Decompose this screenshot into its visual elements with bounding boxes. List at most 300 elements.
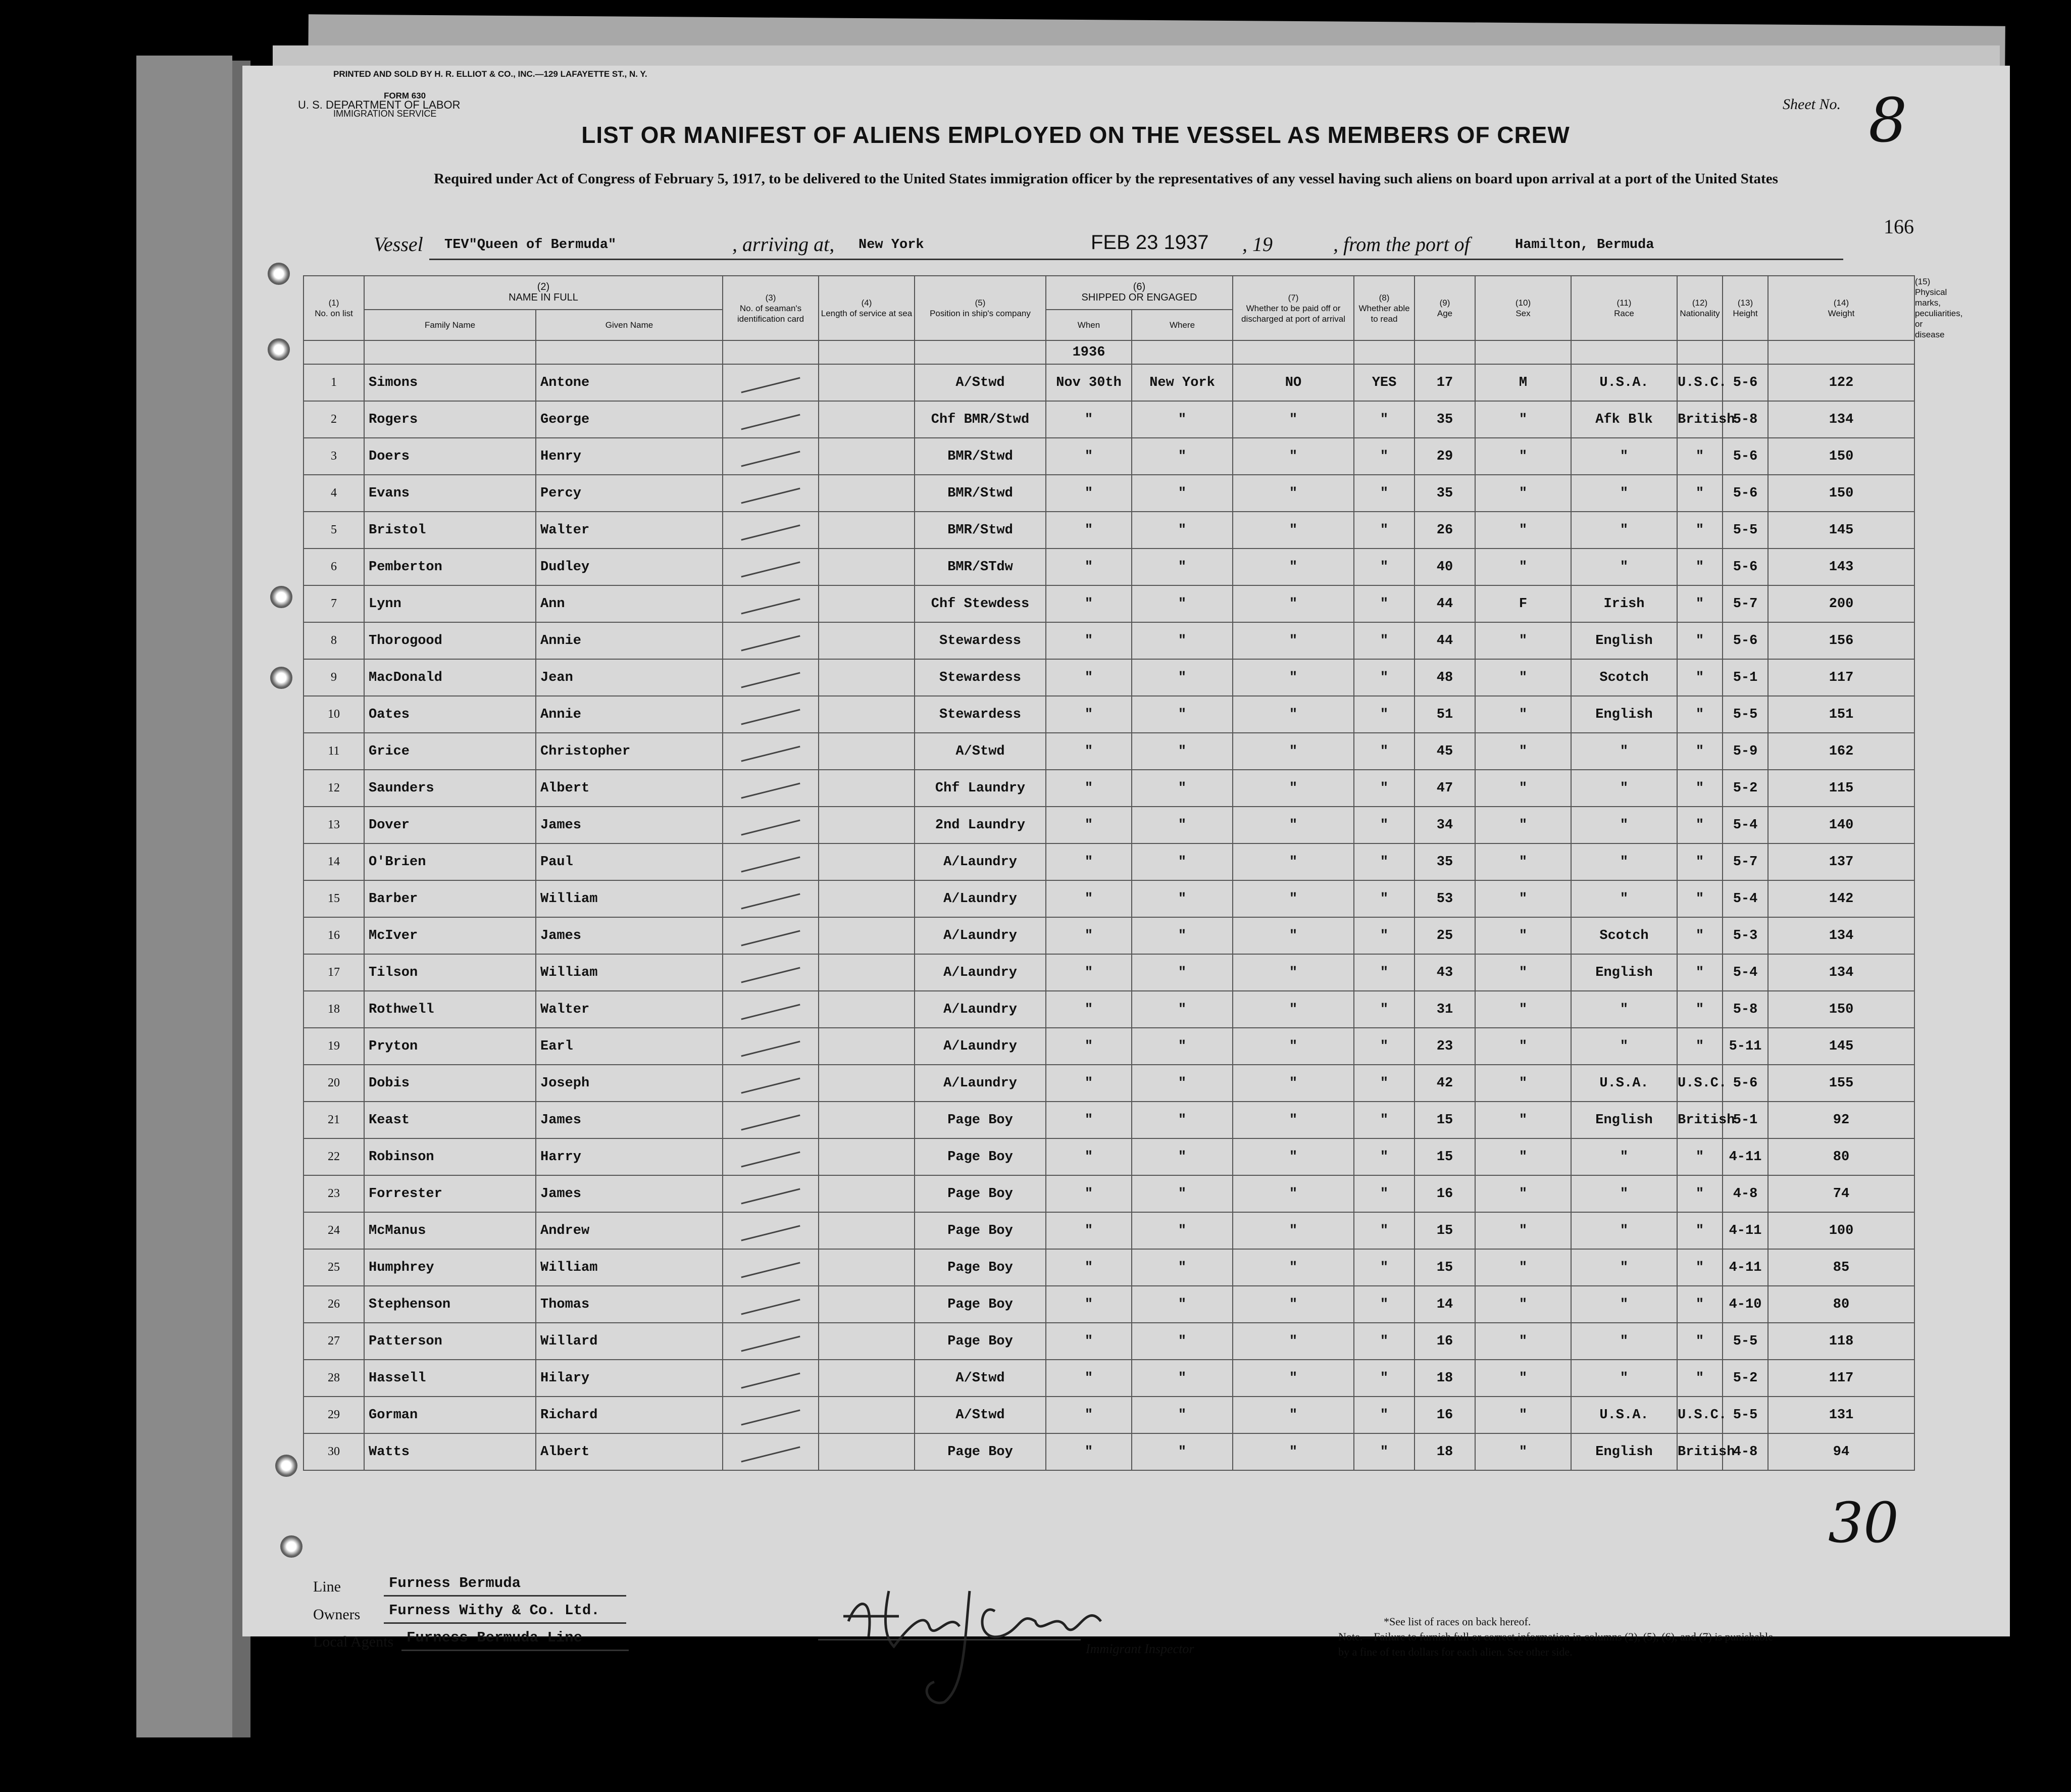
col-header-shipped <box>1046 276 1233 310</box>
shipped-when: " <box>1046 843 1132 880</box>
able-to-read: " <box>1354 1249 1415 1286</box>
sheet-number-label: Sheet No. <box>1783 96 1841 113</box>
given-name: Richard <box>536 1397 723 1433</box>
paid-off: " <box>1233 1212 1354 1249</box>
punch-hole <box>268 338 290 361</box>
shipped-where: " <box>1132 512 1233 549</box>
service-length <box>819 364 915 401</box>
line-label: Line <box>313 1578 341 1595</box>
position: Chf BMR/Stwd <box>915 401 1046 438</box>
table-row <box>304 1323 1914 1360</box>
nationality: " <box>1677 585 1723 622</box>
id-card-dash <box>741 1077 800 1093</box>
table-row <box>304 696 1914 733</box>
total-count: 30 <box>1828 1490 1899 1555</box>
printer-line: PRINTED AND SOLD BY H. R. ELLIOT & CO., INC.—129 LAFAYETTE ST., N. Y. <box>333 69 647 79</box>
shipped-where: " <box>1132 917 1233 954</box>
service-length <box>819 696 915 733</box>
able-to-read: " <box>1354 1028 1415 1065</box>
id-card <box>723 954 819 991</box>
id-card-dash <box>741 487 800 504</box>
table-row <box>304 1212 1914 1249</box>
shipped-where: " <box>1132 1433 1233 1470</box>
nationality: " <box>1677 512 1723 549</box>
shipped-when: " <box>1046 696 1132 733</box>
nationality: " <box>1677 659 1723 696</box>
age: 25 <box>1415 917 1475 954</box>
shipped-where: " <box>1132 1212 1233 1249</box>
family-name: Oates <box>364 696 536 733</box>
id-card-dash <box>741 856 800 872</box>
row-number: 6 <box>304 549 364 585</box>
family-name: Gorman <box>364 1397 536 1433</box>
able-to-read: " <box>1354 401 1415 438</box>
row-number: 5 <box>304 512 364 549</box>
col-header-weight <box>1768 276 1914 340</box>
sex: " <box>1475 659 1571 696</box>
id-card-dash <box>741 782 800 799</box>
given-name: William <box>536 1249 723 1286</box>
shipped-when: " <box>1046 1360 1132 1397</box>
nationality: U.S.C. <box>1677 364 1723 401</box>
row-number: 4 <box>304 475 364 512</box>
nationality: " <box>1677 549 1723 585</box>
height: 4-11 <box>1723 1249 1768 1286</box>
weight: 151 <box>1768 696 1914 733</box>
col-label: No. of seaman's identification card <box>737 303 804 324</box>
binding-strip <box>136 56 232 1737</box>
age: 18 <box>1415 1360 1475 1397</box>
family-name: Pryton <box>364 1028 536 1065</box>
family-name: Tilson <box>364 954 536 991</box>
race: U.S.A. <box>1571 364 1677 401</box>
weight: 80 <box>1768 1138 1914 1175</box>
line-rule <box>384 1595 626 1597</box>
paid-off: " <box>1233 954 1354 991</box>
col-num: (5) <box>975 298 986 308</box>
id-card <box>723 1323 819 1360</box>
table-row <box>304 843 1914 880</box>
position: Stewardess <box>915 696 1046 733</box>
age: 34 <box>1415 807 1475 843</box>
given-name: James <box>536 1102 723 1138</box>
sex: " <box>1475 770 1571 807</box>
position: 2nd Laundry <box>915 807 1046 843</box>
race: " <box>1571 1286 1677 1323</box>
family-name: Pemberton <box>364 549 536 585</box>
position: A/Stwd <box>915 364 1046 401</box>
table-row <box>304 1065 1914 1102</box>
nationality: British <box>1677 401 1723 438</box>
paid-off: " <box>1233 733 1354 770</box>
shipped-where: " <box>1132 1323 1233 1360</box>
inspector-rule <box>818 1639 1081 1640</box>
age: 47 <box>1415 770 1475 807</box>
race: English <box>1571 1102 1677 1138</box>
service-length <box>819 1212 915 1249</box>
service-length <box>819 585 915 622</box>
agents-value: Furness Bermuda Line <box>407 1629 583 1646</box>
age: 43 <box>1415 954 1475 991</box>
position: A/Laundry <box>915 880 1046 917</box>
weight: 85 <box>1768 1249 1914 1286</box>
paid-off: " <box>1233 475 1354 512</box>
weight: 137 <box>1768 843 1914 880</box>
col-num: (7) <box>1288 292 1299 303</box>
given-name: William <box>536 880 723 917</box>
service-length <box>819 438 915 475</box>
weight: 134 <box>1768 954 1914 991</box>
id-card-dash <box>741 893 800 909</box>
able-to-read: " <box>1354 696 1415 733</box>
row-number: 15 <box>304 880 364 917</box>
race: " <box>1571 880 1677 917</box>
position: BMR/STdw <box>915 549 1046 585</box>
able-to-read: " <box>1354 1102 1415 1138</box>
col-header-given-name: Given Name <box>536 310 723 340</box>
punch-hole <box>270 667 292 689</box>
height: 5-8 <box>1723 401 1768 438</box>
sex: " <box>1475 401 1571 438</box>
nationality: U.S.C. <box>1677 1397 1723 1433</box>
shipped-where: " <box>1132 549 1233 585</box>
shipped-when: " <box>1046 1249 1132 1286</box>
nationality: " <box>1677 1138 1723 1175</box>
sex: " <box>1475 1397 1571 1433</box>
id-card-dash <box>741 1188 800 1204</box>
shipped-where: " <box>1132 1360 1233 1397</box>
height: 4-8 <box>1723 1175 1768 1212</box>
position: A/Laundry <box>915 954 1046 991</box>
col-header-paid-off <box>1233 276 1354 340</box>
height: 5-2 <box>1723 770 1768 807</box>
age: 26 <box>1415 512 1475 549</box>
row-number: 3 <box>304 438 364 475</box>
row-number: 1 <box>304 364 364 401</box>
height: 5-11 <box>1723 1028 1768 1065</box>
shipped-when: " <box>1046 475 1132 512</box>
height: 5-7 <box>1723 843 1768 880</box>
age: 40 <box>1415 549 1475 585</box>
id-card <box>723 438 819 475</box>
table-row <box>304 438 1914 475</box>
height: 5-6 <box>1723 622 1768 659</box>
shipped-when: " <box>1046 1397 1132 1433</box>
sex: " <box>1475 1433 1571 1470</box>
crew-manifest-table <box>303 275 1915 1471</box>
shipped-where: " <box>1132 807 1233 843</box>
height: 5-8 <box>1723 991 1768 1028</box>
paid-off: " <box>1233 1433 1354 1470</box>
id-card <box>723 401 819 438</box>
id-card-dash <box>741 1262 800 1278</box>
id-card-dash <box>741 635 800 651</box>
punch-hole <box>275 1455 297 1477</box>
age: 18 <box>1415 1433 1475 1470</box>
able-to-read: " <box>1354 549 1415 585</box>
table-row <box>304 733 1914 770</box>
col-num: (4) <box>861 298 872 308</box>
weight: 134 <box>1768 401 1914 438</box>
paid-off: NO <box>1233 364 1354 401</box>
shipped-when: " <box>1046 1065 1132 1102</box>
shipped-when: " <box>1046 1212 1132 1249</box>
race: " <box>1571 1323 1677 1360</box>
sex: " <box>1475 1286 1571 1323</box>
nationality: " <box>1677 1028 1723 1065</box>
col-header-no <box>304 276 364 340</box>
position: A/Stwd <box>915 1397 1046 1433</box>
family-name: Grice <box>364 733 536 770</box>
table-row <box>304 917 1914 954</box>
height: 5-6 <box>1723 438 1768 475</box>
row-number: 16 <box>304 917 364 954</box>
given-name: Harry <box>536 1138 723 1175</box>
id-card-dash <box>741 377 800 393</box>
id-card <box>723 1433 819 1470</box>
given-name: Annie <box>536 622 723 659</box>
race: " <box>1571 475 1677 512</box>
year-entry: 1936 <box>1046 340 1132 364</box>
shipped-where: " <box>1132 1138 1233 1175</box>
shipped-when: " <box>1046 733 1132 770</box>
table-row <box>304 880 1914 917</box>
sex: " <box>1475 1360 1571 1397</box>
col-num: (13) <box>1737 298 1753 308</box>
family-name: Robinson <box>364 1138 536 1175</box>
id-card-dash <box>741 1335 800 1352</box>
row-number: 11 <box>304 733 364 770</box>
col-num: (10) <box>1515 298 1531 308</box>
col-header-age <box>1415 276 1475 340</box>
id-card <box>723 733 819 770</box>
date-stamp: FEB 23 1937 <box>1091 231 1209 254</box>
col-header-position <box>915 276 1046 340</box>
given-name: Antone <box>536 364 723 401</box>
family-name: Stephenson <box>364 1286 536 1323</box>
col-label: No. on list <box>315 309 353 318</box>
table-row <box>304 512 1914 549</box>
id-card-dash <box>741 1446 800 1462</box>
shipped-when: " <box>1046 401 1132 438</box>
shipped-when: " <box>1046 880 1132 917</box>
shipped-when: " <box>1046 549 1132 585</box>
weight: 162 <box>1768 733 1914 770</box>
able-to-read: " <box>1354 991 1415 1028</box>
given-name: Hilary <box>536 1360 723 1397</box>
paid-off: " <box>1233 401 1354 438</box>
col-header-race <box>1571 276 1677 340</box>
given-name: Jean <box>536 659 723 696</box>
col-label: NAME IN FULL <box>509 292 578 304</box>
family-name: Saunders <box>364 770 536 807</box>
nationality: " <box>1677 696 1723 733</box>
able-to-read: " <box>1354 917 1415 954</box>
given-name: Walter <box>536 991 723 1028</box>
row-number: 14 <box>304 843 364 880</box>
shipped-when: " <box>1046 1323 1132 1360</box>
table-row <box>304 1397 1914 1433</box>
col-num: (2) <box>537 281 550 293</box>
able-to-read: " <box>1354 438 1415 475</box>
table-row <box>304 807 1914 843</box>
id-card <box>723 1286 819 1323</box>
col-label: Position in ship's company <box>930 309 1031 318</box>
race: Afk Blk <box>1571 401 1677 438</box>
id-card-dash <box>741 451 800 467</box>
table-row <box>304 1102 1914 1138</box>
able-to-read: " <box>1354 512 1415 549</box>
shipped-where: " <box>1132 401 1233 438</box>
position: A/Laundry <box>915 1065 1046 1102</box>
height: 5-6 <box>1723 364 1768 401</box>
nationality: " <box>1677 1249 1723 1286</box>
sex: " <box>1475 880 1571 917</box>
weight: 200 <box>1768 585 1914 622</box>
service-length <box>819 1065 915 1102</box>
id-card <box>723 1360 819 1397</box>
paid-off: " <box>1233 880 1354 917</box>
id-card <box>723 659 819 696</box>
shipped-where: " <box>1132 696 1233 733</box>
agents-rule <box>401 1650 629 1651</box>
id-card <box>723 1138 819 1175</box>
service-length <box>819 1286 915 1323</box>
shipped-when: " <box>1046 438 1132 475</box>
page-subtitle: Required under Act of Congress of February 5, 1917, to be delivered to the United States immigration officer by the representatives of any vessel having such aliens on board upon arrival at a port of the United States <box>434 171 1778 187</box>
shipped-where: " <box>1132 622 1233 659</box>
able-to-read: " <box>1354 1286 1415 1323</box>
family-name: Hassell <box>364 1360 536 1397</box>
service-length <box>819 880 915 917</box>
height: 5-6 <box>1723 549 1768 585</box>
id-card <box>723 512 819 549</box>
shipped-when: " <box>1046 1028 1132 1065</box>
nationality: " <box>1677 954 1723 991</box>
race: " <box>1571 770 1677 807</box>
sex: " <box>1475 1212 1571 1249</box>
shipped-where: " <box>1132 954 1233 991</box>
given-name: James <box>536 917 723 954</box>
nationality: " <box>1677 733 1723 770</box>
given-name: Christopher <box>536 733 723 770</box>
race: English <box>1571 1433 1677 1470</box>
nationality: " <box>1677 1286 1723 1323</box>
vessel-line-rule <box>429 259 1843 260</box>
shipped-when: Nov 30th <box>1046 364 1132 401</box>
punch-hole <box>280 1535 302 1558</box>
given-name: Andrew <box>536 1212 723 1249</box>
nationality: " <box>1677 991 1723 1028</box>
row-number: 20 <box>304 1065 364 1102</box>
sex: " <box>1475 843 1571 880</box>
age: 15 <box>1415 1102 1475 1138</box>
race: Irish <box>1571 585 1677 622</box>
weight: 100 <box>1768 1212 1914 1249</box>
table-row <box>304 1286 1914 1323</box>
id-card-dash <box>741 930 800 946</box>
paid-off: " <box>1233 696 1354 733</box>
shipped-where: " <box>1132 1397 1233 1433</box>
weight: 80 <box>1768 1286 1914 1323</box>
service-length <box>819 475 915 512</box>
shipped-when: " <box>1046 954 1132 991</box>
col-header-family-name: Family Name <box>364 310 536 340</box>
arriving-label: , arriving at, <box>732 233 835 256</box>
family-name: McManus <box>364 1212 536 1249</box>
position: BMR/Stwd <box>915 512 1046 549</box>
family-name: MacDonald <box>364 659 536 696</box>
given-name: Henry <box>536 438 723 475</box>
age: 23 <box>1415 1028 1475 1065</box>
col-label: Age <box>1437 309 1453 318</box>
row-number: 29 <box>304 1397 364 1433</box>
owners-value: Furness Withy & Co. Ltd. <box>389 1602 600 1619</box>
row-number: 24 <box>304 1212 364 1249</box>
nationality: " <box>1677 438 1723 475</box>
age: 15 <box>1415 1138 1475 1175</box>
id-card-dash <box>741 745 800 762</box>
weight: 117 <box>1768 1360 1914 1397</box>
owners-rule <box>384 1622 626 1624</box>
family-name: Thorogood <box>364 622 536 659</box>
weight: 156 <box>1768 622 1914 659</box>
weight: 94 <box>1768 1433 1914 1470</box>
id-card <box>723 807 819 843</box>
position: A/Stwd <box>915 1360 1046 1397</box>
table-row <box>304 659 1914 696</box>
age: 35 <box>1415 475 1475 512</box>
nationality: " <box>1677 807 1723 843</box>
service-length <box>819 659 915 696</box>
row-number: 30 <box>304 1433 364 1470</box>
race: U.S.A. <box>1571 1065 1677 1102</box>
inspector-label: Immigrant Inspector <box>1086 1641 1194 1656</box>
position: Page Boy <box>915 1175 1046 1212</box>
given-name: Ann <box>536 585 723 622</box>
table-row <box>304 1028 1914 1065</box>
table-row <box>304 1360 1914 1397</box>
position: BMR/Stwd <box>915 475 1046 512</box>
shipped-when: " <box>1046 1286 1132 1323</box>
row-number: 22 <box>304 1138 364 1175</box>
family-name: Rothwell <box>364 991 536 1028</box>
shipped-when: " <box>1046 585 1132 622</box>
shipped-where: " <box>1132 733 1233 770</box>
paid-off: " <box>1233 438 1354 475</box>
id-card <box>723 1249 819 1286</box>
paid-off: " <box>1233 1397 1354 1433</box>
able-to-read: " <box>1354 770 1415 807</box>
able-to-read: " <box>1354 1065 1415 1102</box>
height: 5-9 <box>1723 733 1768 770</box>
id-card-dash <box>741 1372 800 1388</box>
height: 5-4 <box>1723 880 1768 917</box>
paid-off: " <box>1233 1138 1354 1175</box>
age: 44 <box>1415 585 1475 622</box>
height: 4-10 <box>1723 1286 1768 1323</box>
paid-off: " <box>1233 917 1354 954</box>
weight: 145 <box>1768 512 1914 549</box>
row-number: 7 <box>304 585 364 622</box>
table-row <box>304 622 1914 659</box>
height: 5-4 <box>1723 807 1768 843</box>
col-label: SHIPPED OR ENGAGED <box>1081 292 1197 304</box>
sex: " <box>1475 1065 1571 1102</box>
position: Page Boy <box>915 1102 1046 1138</box>
sex: " <box>1475 1323 1571 1360</box>
nationality: British <box>1677 1433 1723 1470</box>
